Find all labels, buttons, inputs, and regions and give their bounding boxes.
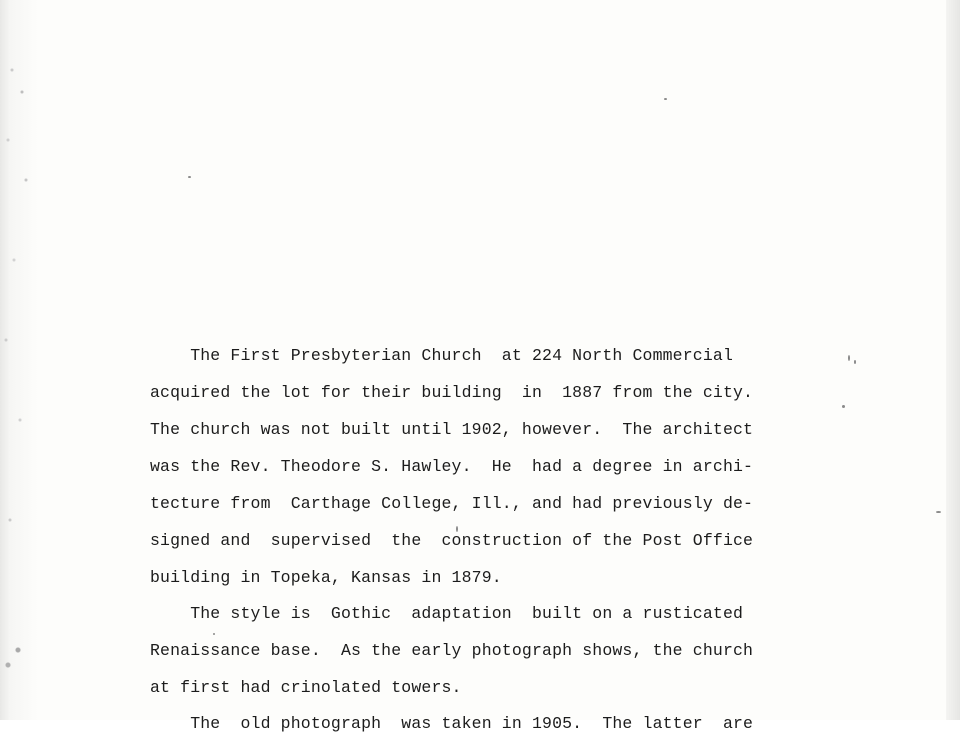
scan-speck — [188, 176, 191, 178]
scan-left-edge — [0, 0, 38, 720]
text-line: tecture from Carthage College, Ill., and had previously de- — [150, 494, 754, 513]
text-line: acquired the lot for their building in 1887 from the city. — [150, 383, 754, 402]
text-line: was the Rev. Theodore S. Hawley. He had a degree in archi- — [150, 457, 754, 476]
text-line: The First Presbyterian Church at 224 North Commercial — [150, 346, 733, 365]
scan-right-edge — [946, 0, 960, 720]
text-line: Renaissance base. As the early photograph shows, the church — [150, 641, 754, 660]
scan-speck — [854, 360, 856, 364]
scan-speck — [842, 405, 845, 408]
text-line: building in Topeka, Kansas in 1879. — [150, 568, 502, 587]
scan-speck — [848, 355, 850, 361]
scan-speck — [936, 511, 941, 513]
text-line: The church was not built until 1902, however. The architect — [150, 420, 754, 439]
scan-speck — [664, 98, 667, 100]
text-line: at first had crinolated towers. — [150, 678, 462, 697]
cut-off-text-line: The old photograph was taken in 1905. The latter are — [150, 714, 754, 733]
text-line: signed and supervised the construction of the Post Office — [150, 531, 754, 550]
text-line: The style is Gothic adaptation built on a rusticated — [150, 604, 744, 623]
scan-speck — [213, 633, 215, 635]
